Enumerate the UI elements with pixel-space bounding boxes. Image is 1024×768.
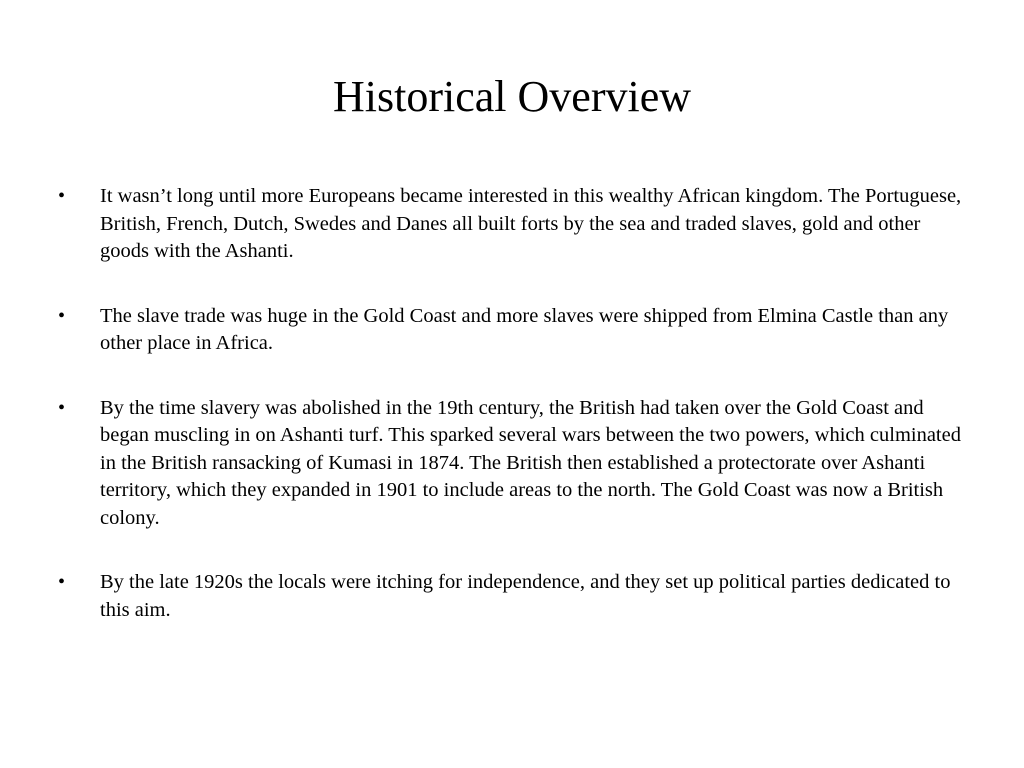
bullet-item bbox=[56, 183, 968, 266]
bullet-item bbox=[56, 395, 968, 533]
bullet-marker: • bbox=[58, 396, 66, 419]
bullet-text: It wasn’t long until more Europeans became interested in this wealthy African kingdom. The Portuguese, British, French, Dutch, Swedes and Danes all built forts by the sea and traded slaves, gold and other goods with the Ashanti. bbox=[100, 185, 962, 262]
bullet-marker: • bbox=[58, 304, 66, 327]
bullet-item bbox=[56, 303, 968, 358]
bullet-list bbox=[56, 183, 968, 661]
bullet-text: By the late 1920s the locals were itching for independence, and they set up political parties dedicated to this aim. bbox=[100, 571, 951, 621]
bullet-marker: • bbox=[58, 571, 66, 593]
bullet-text: The slave trade was huge in the Gold Coast and more slaves were shipped from Elmina Castle than any other place in Africa. bbox=[100, 304, 949, 354]
slide-title: Historical Overview bbox=[333, 72, 691, 121]
bullet-marker: • bbox=[58, 185, 66, 207]
bullet-item bbox=[56, 569, 968, 624]
bullet-text: By the time slavery was abolished in the 19th century, the British had taken over the Gold Coast and began muscling in on Ashanti turf. This sparked several wars between the two powers, which culminated in the British ransacking of Kumasi in 1874. The British then established a protectorate over Ashanti territory, which they expanded in 1901 to include areas to the north. The Gold Coast was now a British colony. bbox=[100, 396, 961, 529]
